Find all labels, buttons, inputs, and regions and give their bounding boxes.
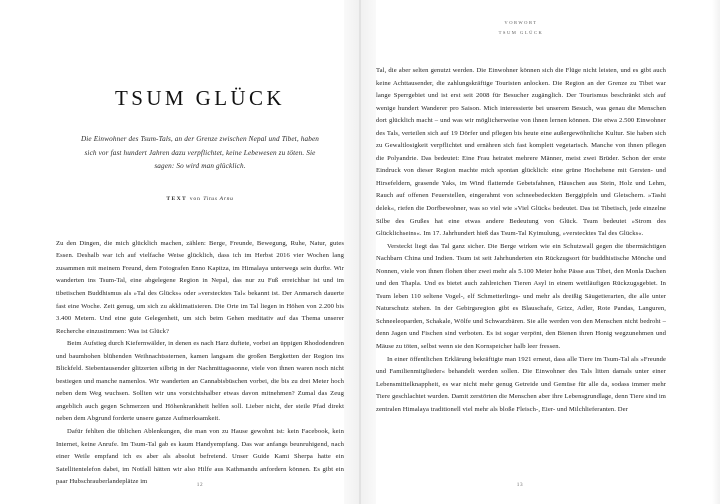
body-paragraph: Dafür fehlten die üblichen Ablenkungen, die man von zu Hause gewohnt ist: kein Facebook, kein Internet, keine Anrufe. Im Tsum-Tal gab es kaum Handyempfang. Das war anfangs beunruhigend, nach einer Weile empfand ich es aber als absolut befreiend. Unser Guide Kami Sherpa hatte ein Satellitentelefon dabei, im Notfall hätten wir also Hilfe aus Kathmandu anfordern können. Es gibt ein paar Hubschrauberlandeplätze im: [56, 427, 344, 486]
body-paragraph: Tal, die aber selten genutzt werden. Die Einwohner können sich die Flüge nicht leisten, und es gibt auch keine Achttausender, die zahlungskräftige Touristen anlocken. Die Region an der Grenze zu Tibet war lange Sperrgebiet und ist erst seit 2008 für Besucher zugänglich. Der Tourismus beschränkt sich auf wenige hundert Wanderer pro Saison. Mich interessierte bei unserem Besuch, was genau die Menschen dort glücklich macht – und was wir möglicherweise von ihnen lernen können. Die etwa 2.500 Einwohner des Tals, verteilen sich auf 19 Dörfer und pflegen bis heute eine außergewöhnliche Kultur. Sie haben sich zu Gewaltlosigkeit verpflichtet und ernähren sich fast komplett vegetarisch. Manche von ihnen pflegen die Polyandrie. Das bedeutet: Eine Frau heiratet mehrere Männer, meist zwei Brüder. Schon der erste Eindruck von dieser Region machte mich spontan glücklich: eine grüne Hochebene mit Gersten- und Hirsefeldern, grasende Yaks, im Wind flatternde Gebetsfahnen, Häuschen aus Stein, Holz und Lehm, Rauch auf offenen Feuerstellen, eingerahmt von schneebedeckten Berggipfeln und Gletschern. »Tashi delek«, riefen die Dorfbewohner, was so viel wie »Viel Glück« bedeutet. Das ist Tibetisch, jede einzelne Silbe des Grußes hat eine etwas andere Bedeutung von Glück. Tsum bedeutet »Strom des Glücklichseins«. Im 17. Jahrhundert hieß das Tsum-Tal Kyimulung, »verstecktes Tal des Glücks«.: [376, 67, 666, 238]
right-page: [360, 0, 720, 504]
body-paragraph: Zu den Dingen, die mich glücklich machen, zählen: Berge, Freunde, Bewegung, Ruhe, Natur, gutes Essen. Deshalb war ich auf vielfache Weise glücklich, dass ich im Herbst 2016 vier Wochen lang zusammen mit meinem Freund, dem Fotografen Enno Kapitza, im Himalaya unterwegs sein durfte. Wir wanderten ins Tsum-Tal, eine abgelegene Region in Nepal, das nur zu Fuß erreichbar ist und im tibetischen Buddhismus als »Tal des Glücks« oder »verstecktes Tal« bekannt ist. Der Anmarsch dauerte fast eine Woche. Zeit genug, um sich zu akklimatisieren. Die Orte im Tal liegen in Höhen von 2.200 bis 3.400 Metern. Und eine gute Gelegenheit, um sich beim Gehen meditativ auf das Thema unserer Recherche einzustimmen: Was ist Glück?: [56, 239, 344, 335]
body-paragraph: In einer öffentlichen Erklärung bekräftigte man 1921 erneut, dass alle Tiere im Tsum-Tal als »Freunde und Familienmitglieder« behandelt werden sollen. Die Einwohner des Tals litten damals unter einer Lebensmittelknappheit, es war nicht mehr genug Getreide und Gemüse für alle da, sodass immer mehr Tiere geschlachtet wurden. Damit zerstörten die Menschen aber ihre Lebensgrundlage, denn Tiere sind im zentralen Himalaya traditionell viel mehr als bloße Fleisch-, Eier- und Milchlieferanten. Der: [376, 355, 666, 413]
page-number-left: 12: [196, 482, 204, 488]
left-body-column: [56, 238, 344, 489]
right-page-content: [376, 0, 666, 416]
left-page-content: [56, 0, 344, 489]
standfirst-text: Die Einwohner des Tsum-Tals, an der Grenze zwischen Nepal und Tibet, haben sich vor fast hundert Jahren dazu verpflichtet, keine Lebewesen zu töten. Sie sagen: So wird man glücklich.: [80, 135, 320, 171]
running-head-section: VORWORT: [504, 20, 538, 25]
body-paragraph: Beim Aufstieg durch Kiefernwälder, in denen es nach Harz duftete, vorbei an üppigen Rhododendren und baumhohen blühenden Weihnachtssternen, kamen langsam die großen Bergketten der Region ins Blickfeld. Siebentausender glitzerten silbrig in der Nachmittagssonne, viele von ihnen waren noch nicht bestiegen und manche namenlos. Wir wanderten an Cannabisbüschen vorbei, die bis zu drei Meter hoch neben dem Weg wuchsen. Sollten wir uns vorsichtshalber etwas davon mitnehmen? Zumal das Zeug angeblich auch gegen Schmerzen und Höhenkrankheit helfen soll. Lieber nicht, der steile Pfad direkt neben dem Abgrund forderte unsere ganze Aufmerksamkeit.: [56, 340, 344, 423]
body-paragraph: Versteckt liegt das Tal ganz sicher. Die Berge wirken wie ein Schutzwall gegen die übermächtigen Nachbarn China und Indien. Tsum ist seit Jahrhunderten ein Rückzugsort für buddhistische Mönche und Nonnen, viele von ihnen flohen über zwei mehr als 5.100 Meter hohe Pässe aus Tibet, den Monla Dachen und den Thapla. Und es bietet auch zahlreichen Tieren Asyl in einem weitläufigen Rückzugsgebiet. In Tsum leben 110 seltene Vogel-, elf Schmetterlings- und mehr als dreißig Säugetierarten, die alle unter Naturschutz stehen. In der Gebirgsregion gibt es Blauschafe, Grizz, Adler, Rote Pandas, Languren, Schneeleoparden, Schakale, Wölfe und Schwarzbären. Sie alle werden von den Menschen nicht bedroht – denn Jagen und Fischen sind verboten. Es ist sogar verpönt, den Bienen ihren Honig wegzunehmen und Mäuse zu töten, selbst wenn sie den Kornspeicher halb leer fressen.: [376, 242, 666, 351]
running-head: [376, 0, 666, 37]
byline: [56, 196, 344, 202]
page-number-right: 13: [516, 482, 524, 488]
byline-connector: von: [189, 195, 201, 202]
byline-author: Titus Arnu: [203, 195, 234, 202]
spine-divider: [359, 0, 361, 504]
running-head-title: TSUM GLÜCK: [498, 29, 544, 35]
byline-label: TEXT: [166, 195, 188, 202]
right-body-column: [376, 65, 666, 416]
page-title: TSUM GLÜCK: [115, 86, 285, 110]
